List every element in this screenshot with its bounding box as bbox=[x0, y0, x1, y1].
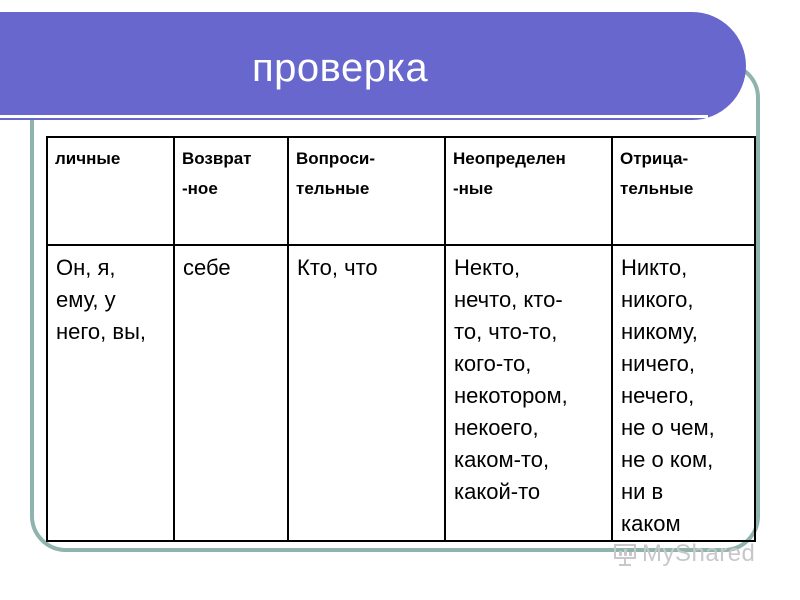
cell-personal: Он, я, ему, у него, вы, bbox=[47, 245, 174, 541]
header-personal: личные bbox=[47, 137, 174, 245]
watermark-text: MyShared bbox=[642, 540, 756, 567]
header-row bbox=[47, 137, 755, 245]
header-indefinite: Неопределен -ные bbox=[445, 137, 612, 245]
presentation-board-icon bbox=[612, 541, 638, 567]
watermark bbox=[612, 540, 755, 568]
header-interrogative: Вопроси- тельные bbox=[288, 137, 445, 245]
title-underline bbox=[0, 115, 708, 118]
cell-negative: Никто, никого, никому, ничего, нечего, не о чем, не о ком, ни в каком bbox=[612, 245, 755, 541]
content-row bbox=[47, 245, 755, 541]
header-reflexive: Возврат -ное bbox=[174, 137, 288, 245]
header-negative: Отрица- тельные bbox=[612, 137, 755, 245]
cell-interrogative: Кто, что bbox=[288, 245, 445, 541]
pronoun-table bbox=[46, 136, 756, 542]
title-bar bbox=[0, 12, 746, 120]
slide-title: проверка bbox=[252, 46, 429, 90]
cell-indefinite: Некто, нечто, кто- то, что-то, кого-то, некотором, некоего, каком-то, какой-то bbox=[445, 245, 612, 541]
cell-reflexive: себе bbox=[174, 245, 288, 541]
